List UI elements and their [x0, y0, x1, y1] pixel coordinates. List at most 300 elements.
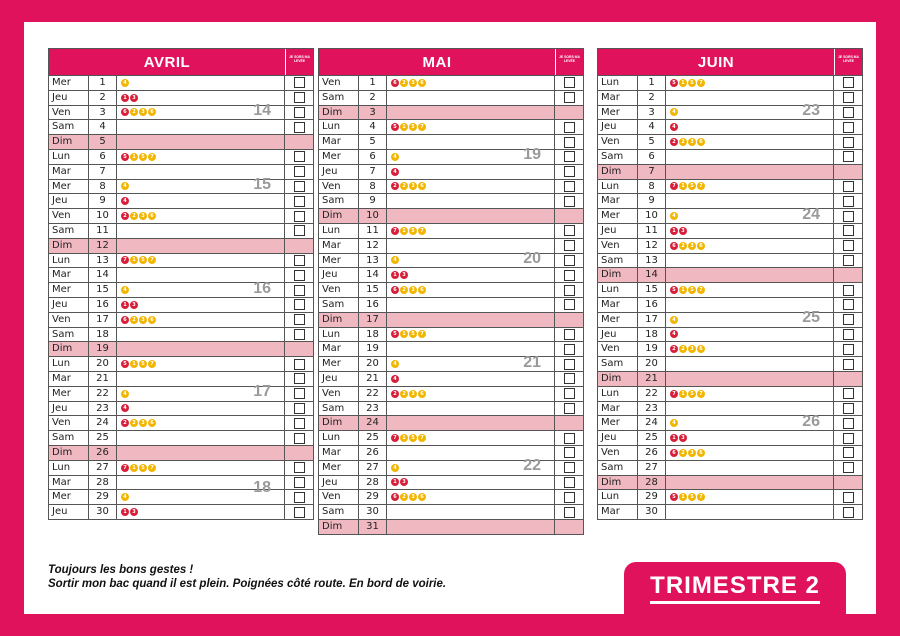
- checkbox-cell: [833, 165, 862, 179]
- collection-checkbox[interactable]: [843, 196, 854, 207]
- day-row: [319, 353, 583, 371]
- day-row: [319, 386, 583, 401]
- collection-checkbox[interactable]: [843, 137, 854, 148]
- collection-checkbox[interactable]: [564, 433, 575, 444]
- collection-checkbox[interactable]: [294, 166, 305, 177]
- day-row: [598, 401, 862, 416]
- collection-badges: [666, 165, 833, 179]
- collection-badges: [387, 298, 554, 312]
- collection-checkbox[interactable]: [843, 359, 854, 370]
- weekday-label: Sam: [319, 194, 359, 208]
- collection-badges: [387, 490, 554, 504]
- collection-checkbox[interactable]: [294, 314, 305, 325]
- checkbox-cell: [833, 209, 862, 223]
- collection-checkbox[interactable]: [294, 507, 305, 518]
- collection-checkbox[interactable]: [564, 359, 575, 370]
- collection-checkbox[interactable]: [294, 477, 305, 488]
- day-number: 6: [89, 150, 117, 164]
- week-number: 15: [253, 176, 271, 193]
- day-row: [49, 430, 313, 445]
- collection-checkbox[interactable]: [564, 507, 575, 518]
- day-number: 9: [359, 194, 387, 208]
- collection-checkbox[interactable]: [564, 225, 575, 236]
- weekday-label: Jeu: [49, 91, 89, 105]
- day-number: 22: [89, 387, 117, 401]
- yellow-collection-badge: 7: [697, 182, 705, 190]
- checkbox-cell: [554, 239, 583, 253]
- day-number: 3: [89, 106, 117, 120]
- yellow-collection-badge: 5: [139, 360, 147, 368]
- collection-checkbox[interactable]: [294, 270, 305, 281]
- collection-checkbox[interactable]: [843, 92, 854, 103]
- day-number: 17: [638, 313, 666, 327]
- weekday-label: Mar: [598, 505, 638, 519]
- day-row: [598, 460, 862, 475]
- collection-checkbox[interactable]: [294, 211, 305, 222]
- yellow-collection-badge: 1: [400, 434, 408, 442]
- checkbox-cell: [833, 416, 862, 430]
- checkbox-cell: [554, 490, 583, 504]
- collection-checkbox[interactable]: [294, 388, 305, 399]
- collection-checkbox[interactable]: [564, 492, 575, 503]
- yellow-collection-badge: 7: [418, 434, 426, 442]
- weekday-label: Mar: [598, 402, 638, 416]
- collection-checkbox[interactable]: [564, 447, 575, 458]
- sunday-row: [319, 208, 583, 223]
- day-number: 14: [638, 268, 666, 282]
- yellow-collection-badge: 3: [409, 493, 417, 501]
- collection-checkbox[interactable]: [564, 166, 575, 177]
- collection-checkbox[interactable]: [294, 285, 305, 296]
- collection-checkbox[interactable]: [564, 403, 575, 414]
- weekday-label: Ven: [319, 76, 359, 90]
- checkbox-cell: [554, 416, 583, 430]
- weekday-label: Mar: [598, 194, 638, 208]
- day-number: 23: [638, 402, 666, 416]
- weekday-label: Jeu: [598, 328, 638, 342]
- collection-checkbox[interactable]: [294, 403, 305, 414]
- checkbox-cell: [833, 342, 862, 356]
- collection-checkbox[interactable]: [294, 196, 305, 207]
- collection-checkbox[interactable]: [294, 359, 305, 370]
- collection-checkbox[interactable]: [294, 92, 305, 103]
- day-number: 24: [638, 416, 666, 430]
- checkbox-cell: [284, 372, 313, 386]
- day-row: [598, 412, 862, 430]
- day-number: 28: [638, 476, 666, 490]
- collection-checkbox[interactable]: [843, 255, 854, 266]
- collection-checkbox[interactable]: [564, 181, 575, 192]
- day-row: [49, 75, 313, 90]
- yellow-collection-badge: 3: [688, 138, 696, 146]
- weekday-label: Sam: [319, 505, 359, 519]
- day-number: 7: [638, 165, 666, 179]
- weekday-label: Jeu: [49, 402, 89, 416]
- day-row: [598, 341, 862, 356]
- day-number: 15: [89, 283, 117, 297]
- day-row: [319, 253, 583, 268]
- checkbox-cell: [833, 372, 862, 386]
- day-number: 13: [638, 254, 666, 268]
- collection-checkbox[interactable]: [843, 225, 854, 236]
- collection-badges: [387, 476, 554, 490]
- day-row: [319, 193, 583, 208]
- weekday-label: Sam: [49, 224, 89, 238]
- weekday-label: Jeu: [319, 476, 359, 490]
- weekday-label: Sam: [49, 328, 89, 342]
- day-number: 18: [359, 328, 387, 342]
- collection-checkbox[interactable]: [843, 107, 854, 118]
- weekday-label: Dim: [598, 165, 638, 179]
- collection-checkbox[interactable]: [843, 151, 854, 162]
- day-row: [319, 445, 583, 460]
- day-row: [598, 205, 862, 223]
- yellow-collection-badge: 7: [697, 493, 705, 501]
- collection-checkbox[interactable]: [294, 255, 305, 266]
- collection-checkbox[interactable]: [564, 240, 575, 251]
- day-number: 1: [638, 76, 666, 90]
- weekday-label: Mar: [598, 298, 638, 312]
- collection-badges: [387, 91, 554, 105]
- red-collection-badge: 3: [679, 227, 687, 235]
- checkbox-cell: [833, 505, 862, 519]
- day-number: 1: [89, 76, 117, 90]
- weekday-label: Jeu: [319, 372, 359, 386]
- day-number: 2: [89, 91, 117, 105]
- collection-badges: [387, 372, 554, 386]
- collection-checkbox[interactable]: [564, 137, 575, 148]
- day-number: 22: [638, 387, 666, 401]
- collection-checkbox[interactable]: [843, 240, 854, 251]
- weekday-label: Lun: [598, 283, 638, 297]
- yellow-collection-badge: 7: [697, 79, 705, 87]
- weekday-label: Ven: [598, 342, 638, 356]
- collection-checkbox[interactable]: [843, 285, 854, 296]
- weekday-label: Mar: [49, 165, 89, 179]
- collection-badges: [117, 431, 284, 445]
- day-row: [319, 119, 583, 134]
- day-row: [319, 475, 583, 490]
- day-number: 11: [359, 224, 387, 238]
- collection-checkbox[interactable]: [843, 462, 854, 473]
- weekday-label: Dim: [319, 313, 359, 327]
- trimestre-badge: [624, 562, 846, 614]
- collection-checkbox[interactable]: [564, 373, 575, 384]
- red-collection-badge: 3: [400, 478, 408, 486]
- collection-checkbox[interactable]: [294, 181, 305, 192]
- day-number: 24: [89, 416, 117, 430]
- collection-checkbox[interactable]: [294, 299, 305, 310]
- collection-badges: [387, 283, 554, 297]
- yellow-collection-badge: 1: [679, 182, 687, 190]
- collection-badges: [117, 313, 284, 327]
- red-collection-badge: 4: [121, 197, 129, 205]
- month-title: MAI: [422, 53, 452, 71]
- collection-checkbox[interactable]: [843, 507, 854, 518]
- day-row: [319, 267, 583, 282]
- weekday-label: Sam: [319, 402, 359, 416]
- collection-badges: [666, 283, 833, 297]
- day-row: [598, 223, 862, 238]
- collection-checkbox[interactable]: [843, 344, 854, 355]
- red-collection-badge: 6: [391, 286, 399, 294]
- collection-checkbox[interactable]: [294, 122, 305, 133]
- weekday-label: Sam: [598, 461, 638, 475]
- day-row: [598, 75, 862, 90]
- day-row: [319, 297, 583, 312]
- checkbox-cell: [554, 268, 583, 282]
- yellow-collection-badge: 3: [688, 242, 696, 250]
- checkbox-column-header: JE SORS MA LEVÉE: [285, 49, 313, 75]
- red-collection-badge: 1: [121, 301, 129, 309]
- yellow-collection-badge: 3: [139, 212, 147, 220]
- collection-checkbox[interactable]: [294, 107, 305, 118]
- day-row: [598, 327, 862, 342]
- collection-checkbox[interactable]: [294, 77, 305, 88]
- yellow-collection-badge: 5: [688, 182, 696, 190]
- collection-checkbox[interactable]: [843, 181, 854, 192]
- weekday-label: Mer: [598, 313, 638, 327]
- weekday-label: Mer: [49, 76, 89, 90]
- checkbox-cell: [554, 91, 583, 105]
- collection-badges: [387, 505, 554, 519]
- checkbox-cell: [554, 402, 583, 416]
- week-number: 24: [802, 205, 820, 223]
- red-collection-badge: 6: [121, 108, 129, 116]
- week-number: 19: [523, 146, 541, 164]
- day-row: [319, 489, 583, 504]
- collection-badges: [387, 76, 554, 90]
- yellow-collection-badge: 3: [139, 316, 147, 324]
- checkbox-cell: [554, 194, 583, 208]
- checkbox-cell: [833, 194, 862, 208]
- day-number: 23: [359, 402, 387, 416]
- collection-checkbox[interactable]: [564, 388, 575, 399]
- weekday-label: Lun: [319, 328, 359, 342]
- collection-checkbox[interactable]: [843, 447, 854, 458]
- collection-checkbox[interactable]: [843, 418, 854, 429]
- collection-badges: [666, 135, 833, 149]
- yellow-collection-badge: 5: [409, 227, 417, 235]
- day-number: 12: [359, 239, 387, 253]
- collection-checkbox[interactable]: [843, 211, 854, 222]
- collection-checkbox[interactable]: [294, 462, 305, 473]
- checkbox-cell: [554, 76, 583, 90]
- collection-checkbox[interactable]: [564, 151, 575, 162]
- weekday-label: Sam: [319, 91, 359, 105]
- yellow-collection-badge: 3: [409, 390, 417, 398]
- weekday-label: Mar: [49, 372, 89, 386]
- collection-checkbox[interactable]: [564, 92, 575, 103]
- checkbox-cell: [833, 283, 862, 297]
- weekday-label: Mer: [49, 490, 89, 504]
- weekday-label: Lun: [319, 120, 359, 134]
- yellow-collection-badge: 7: [418, 123, 426, 131]
- collection-checkbox[interactable]: [843, 329, 854, 340]
- checkbox-cell: [284, 268, 313, 282]
- yellow-collection-badge: 7: [148, 256, 156, 264]
- weekday-label: Jeu: [598, 120, 638, 134]
- sunday-row: [598, 164, 862, 179]
- day-number: 8: [359, 180, 387, 194]
- day-row: [598, 90, 862, 105]
- yellow-collection-badge: 1: [400, 227, 408, 235]
- checkbox-cell: [284, 357, 313, 371]
- collection-checkbox[interactable]: [564, 344, 575, 355]
- yellow-collection-badge: 1: [679, 390, 687, 398]
- collection-checkbox[interactable]: [564, 285, 575, 296]
- day-row: [319, 401, 583, 416]
- red-collection-badge: 1: [121, 94, 129, 102]
- collection-badges: [387, 328, 554, 342]
- red-collection-badge: 7: [391, 434, 399, 442]
- collection-checkbox[interactable]: [294, 433, 305, 444]
- red-collection-badge: 4: [391, 168, 399, 176]
- yellow-collection-badge: 6: [148, 419, 156, 427]
- collection-badges: [117, 342, 284, 356]
- collection-badges: [117, 150, 284, 164]
- sunday-row: [49, 445, 313, 460]
- yellow-collection-badge: 3: [409, 182, 417, 190]
- collection-checkbox[interactable]: [564, 462, 575, 473]
- day-number: 7: [359, 165, 387, 179]
- day-row: [319, 504, 583, 519]
- day-number: 2: [359, 91, 387, 105]
- day-number: 18: [638, 328, 666, 342]
- yellow-collection-badge: 5: [688, 79, 696, 87]
- day-row: [319, 238, 583, 253]
- collection-checkbox[interactable]: [564, 255, 575, 266]
- day-row: [598, 386, 862, 401]
- collection-checkbox[interactable]: [564, 122, 575, 133]
- yellow-collection-badge: 1: [400, 330, 408, 338]
- week-number: 21: [523, 353, 541, 371]
- weekday-label: Dim: [49, 239, 89, 253]
- collection-badges: [387, 313, 554, 327]
- day-number: 15: [359, 283, 387, 297]
- weekday-label: Dim: [319, 520, 359, 534]
- checkbox-cell: [284, 254, 313, 268]
- checkbox-cell: [284, 387, 313, 401]
- checkbox-cell: [833, 180, 862, 194]
- weekday-label: Sam: [49, 120, 89, 134]
- day-row: [319, 149, 583, 164]
- day-number: 28: [359, 476, 387, 490]
- collection-badges: [387, 224, 554, 238]
- weekday-label: Dim: [598, 372, 638, 386]
- yellow-collection-badge: 2: [130, 419, 138, 427]
- sunday-row: [319, 415, 583, 430]
- day-row: [598, 134, 862, 149]
- collection-checkbox[interactable]: [564, 196, 575, 207]
- yellow-collection-badge: 4: [121, 182, 129, 190]
- day-row: [49, 267, 313, 282]
- yellow-collection-badge: 4: [670, 419, 678, 427]
- red-collection-badge: 7: [670, 182, 678, 190]
- day-rows: [598, 75, 862, 519]
- collection-checkbox[interactable]: [843, 388, 854, 399]
- collection-checkbox[interactable]: [843, 77, 854, 88]
- collection-checkbox[interactable]: [564, 77, 575, 88]
- collection-checkbox[interactable]: [294, 329, 305, 340]
- day-number: 22: [359, 387, 387, 401]
- checkbox-cell: [554, 328, 583, 342]
- checkbox-cell: [284, 209, 313, 223]
- day-row: [49, 279, 313, 297]
- collection-checkbox[interactable]: [294, 418, 305, 429]
- day-number: 9: [638, 194, 666, 208]
- day-number: 6: [359, 150, 387, 164]
- collection-checkbox[interactable]: [294, 225, 305, 236]
- collection-badges: [666, 268, 833, 282]
- collection-checkbox[interactable]: [564, 270, 575, 281]
- weekday-label: Lun: [49, 461, 89, 475]
- weekday-label: Mar: [319, 135, 359, 149]
- day-row: [598, 445, 862, 460]
- collection-checkbox[interactable]: [294, 151, 305, 162]
- footer-line-1: Toujours les bons gestes !: [48, 564, 194, 576]
- day-number: 27: [359, 461, 387, 475]
- red-collection-badge: 3: [130, 94, 138, 102]
- collection-badges: [666, 446, 833, 460]
- day-row: [319, 460, 583, 475]
- yellow-collection-badge: 1: [679, 286, 687, 294]
- week-number: 26: [802, 412, 820, 430]
- month-title: AVRIL: [143, 53, 191, 71]
- yellow-collection-badge: 4: [121, 79, 129, 87]
- weekday-label: Ven: [319, 387, 359, 401]
- collection-checkbox[interactable]: [843, 492, 854, 503]
- day-row: [598, 504, 862, 519]
- checkbox-cell: [833, 91, 862, 105]
- collection-checkbox[interactable]: [843, 433, 854, 444]
- week-number: 25: [802, 309, 820, 327]
- day-number: 11: [89, 224, 117, 238]
- collection-checkbox[interactable]: [294, 492, 305, 503]
- checkbox-cell: [833, 224, 862, 238]
- collection-checkbox[interactable]: [294, 373, 305, 384]
- collection-checkbox[interactable]: [843, 122, 854, 133]
- day-row: [598, 297, 862, 312]
- weekday-label: Mer: [598, 209, 638, 223]
- yellow-collection-badge: 2: [400, 390, 408, 398]
- collection-checkbox[interactable]: [564, 329, 575, 340]
- yellow-collection-badge: 4: [670, 212, 678, 220]
- checkbox-cell: [284, 490, 313, 504]
- checkbox-cell: [284, 402, 313, 416]
- day-rows: [49, 75, 313, 519]
- yellow-collection-badge: 2: [400, 79, 408, 87]
- collection-checkbox[interactable]: [843, 403, 854, 414]
- checkbox-cell: [833, 268, 862, 282]
- collection-badges: [117, 416, 284, 430]
- collection-checkbox[interactable]: [564, 299, 575, 310]
- weekday-label: Jeu: [598, 224, 638, 238]
- red-collection-badge: 6: [391, 79, 399, 87]
- weekday-label: Lun: [598, 76, 638, 90]
- checkbox-cell: [554, 254, 583, 268]
- day-number: 5: [638, 135, 666, 149]
- yellow-collection-badge: 3: [688, 345, 696, 353]
- collection-checkbox[interactable]: [843, 299, 854, 310]
- red-collection-badge: 1: [391, 478, 399, 486]
- checkbox-cell: [833, 298, 862, 312]
- red-collection-badge: 4: [670, 123, 678, 131]
- collection-checkbox[interactable]: [843, 314, 854, 325]
- collection-checkbox[interactable]: [564, 477, 575, 488]
- weekday-label: Jeu: [49, 194, 89, 208]
- month-avril: [48, 48, 314, 520]
